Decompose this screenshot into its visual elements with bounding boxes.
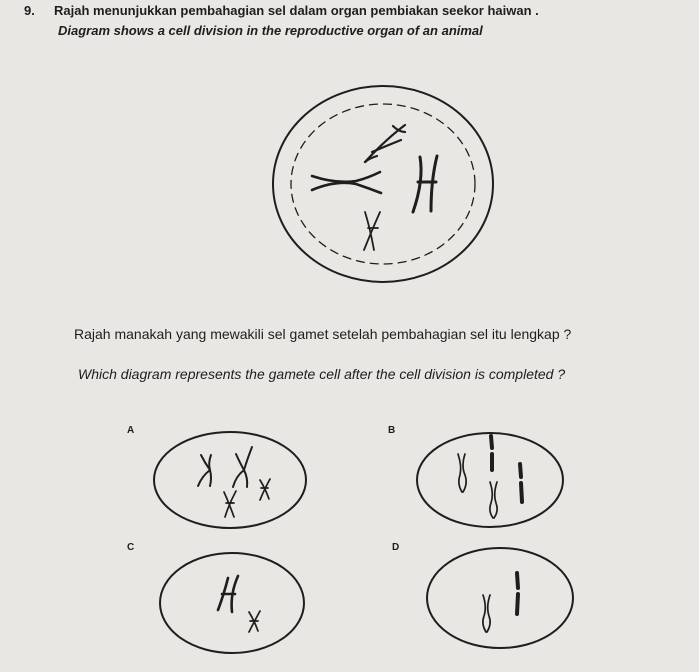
- main-chromosome-left: [312, 172, 381, 193]
- option-d-label: D: [392, 542, 400, 553]
- option-b-chromosome-3: [490, 482, 497, 518]
- option-b-diagram: [417, 433, 563, 527]
- main-cell-membrane: [273, 86, 493, 282]
- option-c-chromosome-2: [249, 611, 260, 632]
- option-b-label: B: [388, 425, 396, 436]
- question-prompt-malay: Rajah manakah yang mewakili sel gamet setelah pembahagian sel itu lengkap ?: [74, 326, 572, 342]
- option-a-chromosome-3: [260, 479, 270, 500]
- option-a-chromosome-1: [198, 455, 211, 486]
- main-chromosome-top: [365, 125, 405, 162]
- main-cell-spindle: [291, 104, 475, 264]
- option-d-diagram: [427, 548, 573, 648]
- question-number: 9.: [24, 3, 35, 18]
- option-a-chromosome-2: [233, 447, 252, 487]
- option-c-label: C: [127, 542, 135, 553]
- question-text-english: Diagram shows a cell division in the reproductive organ of an animal: [58, 23, 483, 38]
- option-d-chromosome-2: [517, 573, 518, 614]
- option-b-chromosome-1: [458, 454, 466, 492]
- option-c-chromosome-1: [218, 576, 238, 612]
- option-a-diagram: [154, 432, 306, 528]
- option-a-cell: [154, 432, 306, 528]
- option-d-cell: [427, 548, 573, 648]
- option-a-label: A: [127, 425, 135, 436]
- main-chromosome-bottom: [364, 212, 380, 250]
- main-cell-diagram: [273, 86, 493, 282]
- option-c-diagram: [160, 553, 304, 653]
- option-d-chromosome-1: [483, 595, 490, 632]
- question-prompt-english: Which diagram represents the gamete cell after the cell division is completed ?: [78, 366, 566, 382]
- question-text-malay: Rajah menunjukkan pembahagian sel dalam organ pembiakan seekor haiwan .: [54, 3, 539, 18]
- main-chromosome-right: [413, 156, 437, 212]
- option-b-chromosome-2: [491, 436, 492, 470]
- option-b-chromosome-4: [520, 464, 522, 502]
- option-a-chromosome-4: [224, 491, 236, 517]
